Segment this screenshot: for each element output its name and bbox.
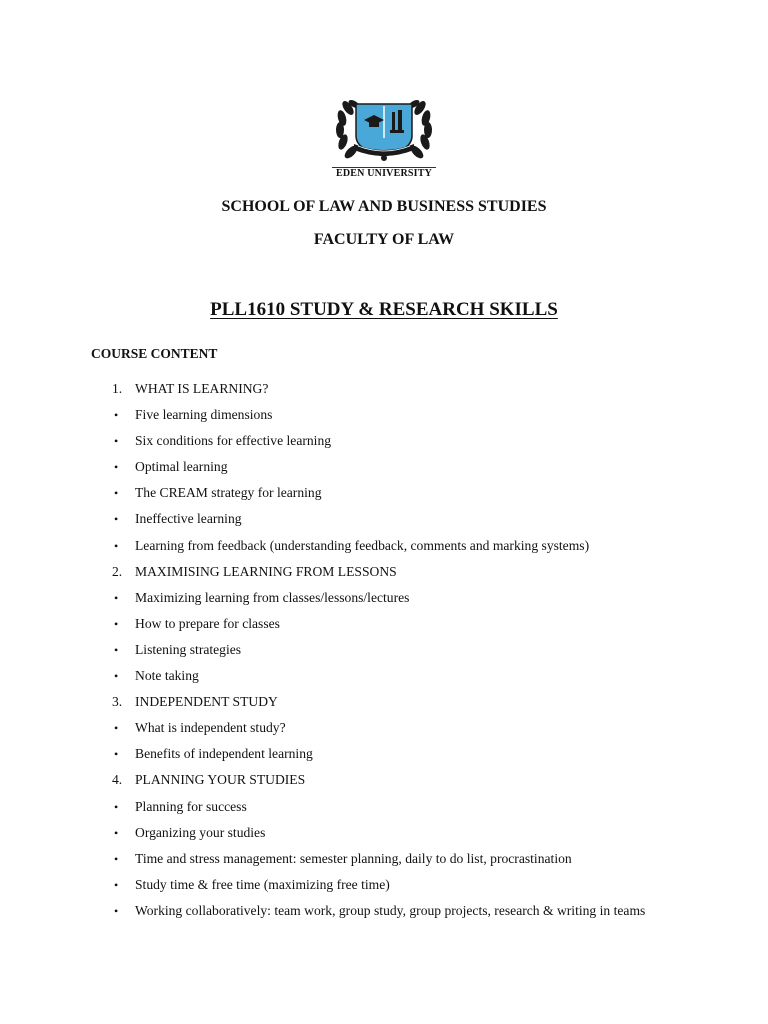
list-marker: • — [114, 434, 119, 449]
list-marker: 4. — [112, 772, 123, 788]
list-item-text: Working collaboratively: team work, group study, group projects, research & writing in teams — [135, 902, 646, 918]
list-marker: 1. — [112, 381, 123, 396]
list-item-text: Six conditions for effective learning — [135, 433, 332, 449]
list-marker: • — [114, 877, 119, 892]
list-marker: 3. — [112, 694, 123, 710]
list-item-text: Planning for success — [135, 798, 247, 814]
list-item-text: WHAT IS LEARNING? — [135, 381, 269, 396]
faculty-heading: FACULTY OF LAW — [313, 231, 455, 248]
list-item-text: What is independent study? — [135, 720, 286, 736]
list-marker: • — [114, 616, 119, 631]
list-item-text: Ineffective learning — [135, 511, 242, 527]
list-item-text: How to prepare for classes — [135, 615, 280, 631]
list-item-text: Listening strategies — [135, 641, 242, 657]
list-marker: • — [114, 851, 119, 866]
list-item-text: Learning from feedback (understanding feedback, comments and marking systems) — [135, 537, 590, 553]
list-item-text: INDEPENDENT STUDY — [135, 694, 278, 710]
logo-caption: EDEN UNIVERSITY — [335, 168, 433, 179]
list-item-text: PLANNING YOUR STUDIES — [135, 772, 306, 788]
list-item-text: Time and stress management: semester planning, daily to do list, procrastination — [135, 850, 572, 866]
list-marker: • — [114, 486, 119, 501]
school-heading: SCHOOL OF LAW AND BUSINESS STUDIES — [221, 198, 547, 215]
list-item-text: The CREAM strategy for learning — [135, 485, 322, 501]
list-marker: • — [114, 825, 119, 840]
list-marker: • — [114, 408, 119, 423]
list-item-text: Organizing your studies — [135, 824, 266, 840]
list-item-text: Optimal learning — [135, 459, 228, 475]
list-marker: • — [114, 538, 119, 553]
list-marker: • — [114, 903, 119, 918]
course-title: PLL1610 STUDY & RESEARCH SKILLS — [210, 299, 558, 320]
list-item-text: Maximizing learning from classes/lessons/lectures — [135, 589, 410, 605]
university-logo — [328, 90, 440, 186]
list-item-text: MAXIMISING LEARNING FROM LESSONS — [135, 563, 397, 579]
list-item-text: Study time & free time (maximizing free time) — [135, 876, 390, 892]
laurel-crest-icon — [328, 90, 440, 168]
list-marker: • — [114, 747, 119, 762]
list-marker: • — [114, 642, 119, 657]
list-marker: • — [114, 512, 119, 527]
list-marker: • — [114, 669, 119, 684]
list-item-text: Benefits of independent learning — [135, 746, 313, 762]
list-marker: • — [114, 460, 119, 475]
list-item-text: Note taking — [135, 668, 199, 684]
list-marker: • — [114, 799, 119, 814]
list-marker: • — [114, 590, 119, 605]
list-marker: 2. — [112, 563, 123, 579]
section-label: COURSE CONTENT — [91, 346, 218, 361]
list-item-text: Five learning dimensions — [135, 407, 273, 423]
list-marker: • — [114, 721, 119, 736]
